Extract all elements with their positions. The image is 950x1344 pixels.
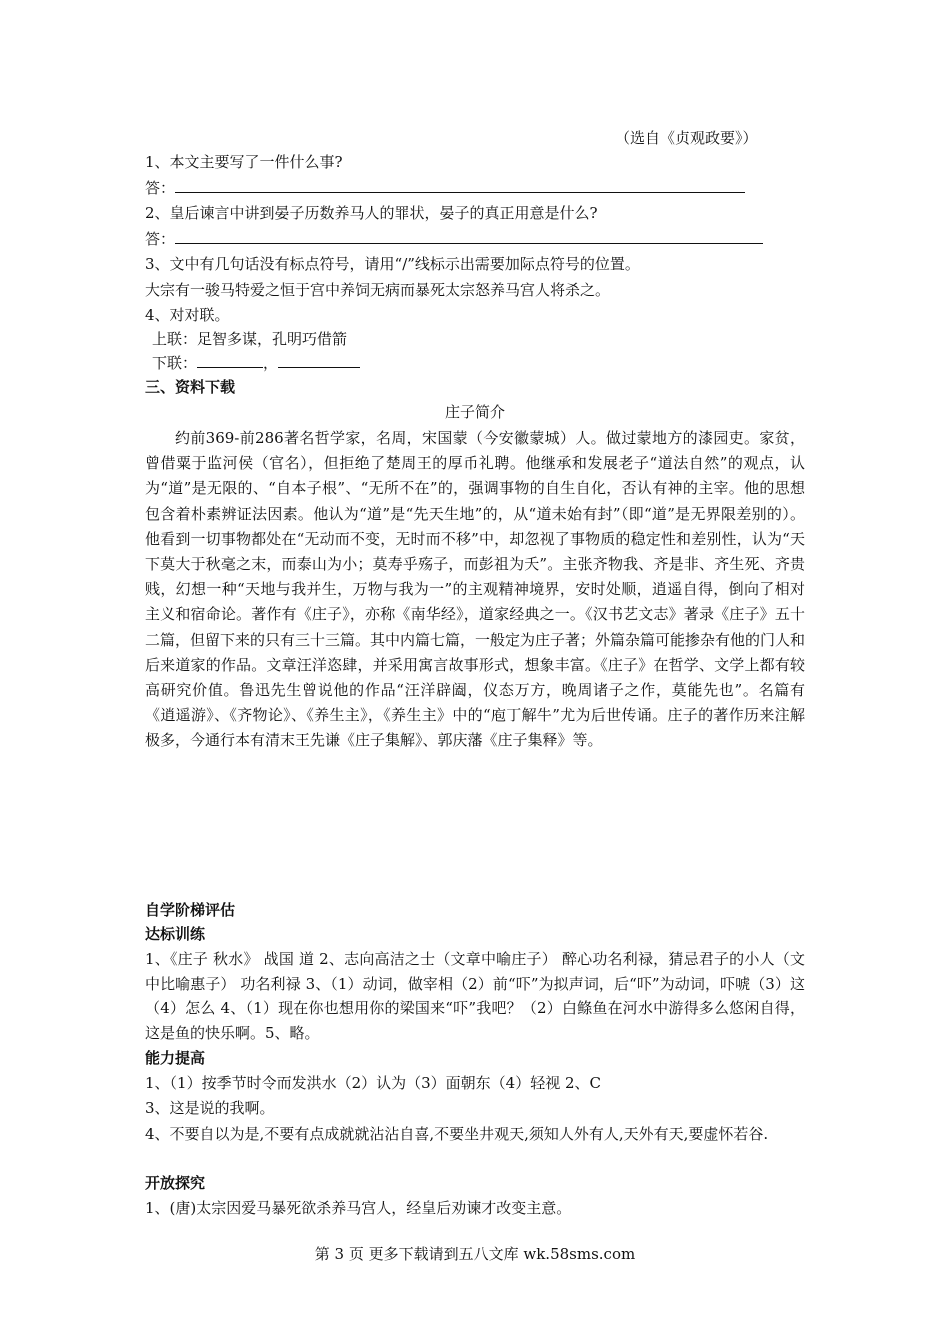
question-3: 3、文中有几句话没有标点符号，请用“/”线标示出需要加际点符号的位置。	[145, 255, 640, 273]
couplet-blank-1[interactable]	[197, 353, 263, 368]
nengli-answer-4-block	[145, 1122, 805, 1147]
dabiao-text: 1、《庄子 秋水》 战国 道 2、志向高洁之士（文章中喻庄子） 醉心功名利禄，猜忌君子的小人（文中比喻惠子） 功名利禄 3、（1）动词，做宰相（2）前“吓”为拟声词，后“吓”为动词，吓唬（3）这（4）怎么 4、（1）现在你也想用你的梁国来“吓”我吧？（2）白鲦鱼在河水中游得多么悠闲自得，这是鱼的快乐啊。5、略。	[145, 950, 805, 1042]
page-footer: 第 3 页 更多下载请到五八文库 wk.58sms.com	[314, 1245, 636, 1263]
nengli-answer-1: 1、（1）按季节时令而发洪水（2）认为（3）面朝东（4）轻视 2、C	[145, 1074, 602, 1092]
couplet-upper: 上联：足智多谋，孔明巧借箭	[152, 330, 348, 348]
question-2: 2、皇后谏言中讲到晏子历数养马人的罪状，晏子的真正用意是什么?	[145, 204, 598, 222]
answer-blank-1[interactable]	[175, 178, 745, 193]
source-note: （选自《贞观政要》）	[615, 129, 758, 147]
answer-line-2	[145, 228, 763, 250]
bio-paragraph	[145, 426, 805, 754]
nengli-answer-4: 4、不要自以为是,不要有点成就就沾沾自喜,不要坐井观天,须知人外有人,天外有天,要虚怀若谷.	[145, 1125, 769, 1143]
eval-title: 自学阶梯评估	[145, 901, 236, 919]
question-3-text: 大宗有一骏马特爱之恒于宫中养饲无病而暴死太宗怒养马宫人将杀之。	[145, 281, 611, 299]
section-nengli-title: 能力提高	[145, 1049, 206, 1067]
couplet-lower	[152, 352, 360, 374]
answer-line-1	[145, 177, 745, 199]
kaifang-answer-1: 1、(唐)太宗因爱马暴死欲杀养马宫人，经皇后劝谏才改变主意。	[145, 1199, 572, 1217]
section-3-title: 三、资料下载	[145, 378, 236, 396]
question-4: 4、对对联。	[145, 306, 230, 324]
answer-label: 答：	[145, 230, 176, 248]
section-kaifang-title: 开放探究	[145, 1174, 206, 1192]
bio-text: 约前369-前286著名哲学家，名周，宋国蒙（今安徽蒙城）人。做过蒙地方的漆园吏。家贫，曾借粟于监河侯（官名），但拒绝了楚周王的厚币礼聘。他继承和发展老子“道法自然”的观点，认为“道”是无限的、“自本子根”、“无所不在”的，强调事物的自生自化，否认有神的主宰。他的思想包含着朴素辨证法因素。他认为“道”是“先天生地”的，从“道未始有封”（即“道”是无界限差别的）。他看到一切事物都处在“无动而不变，无时而不移”中，却忽视了事物质的稳定性和差别性，认为“天下莫大于秋毫之末，而泰山为小；莫寿乎殇子，而彭祖为夭”。主张齐物我、齐是非、齐生死、齐贵贱，幻想一种“天地与我并生，万物与我为一”的主观精神境界，安时处顺，逍遥自得，倒向了相对主义和宿命论。著作有《庄子》，亦称《南华经》，道家经典之一。《汉书艺文志》著录《庄子》五十二篇，但留下来的只有三十三篇。其中内篇七篇，一般定为庄子著；外篇杂篇可能掺杂有他的门人和后来道家的作品。文章汪洋恣肆，并采用寓言故事形式，想象丰富。《庄子》在哲学、文学上都有较高研究价值。鲁迅先生曾说他的作品“汪洋辟阖，仪态万方，晚周诸子之作，莫能先也”。名篇有《逍遥游》、《齐物论》、《养生主》，《养生主》中的“庖丁解牛”尤为后世传诵。庄子的著作历来注解极多，今通行本有清末王先谦《庄子集解》、郭庆藩《庄子集释》等。	[145, 429, 806, 750]
answer-label: 答：	[145, 179, 176, 197]
bio-title: 庄子简介	[444, 403, 505, 421]
nengli-answer-3: 3、这是说的我啊。	[145, 1099, 275, 1117]
question-1: 1、本文主要写了一件什么事?	[145, 153, 343, 171]
couplet-lower-label: 下联：	[152, 354, 198, 372]
section-dabiao-title: 达标训练	[145, 925, 206, 943]
couplet-blank-2[interactable]	[278, 353, 360, 368]
dabiao-answers	[145, 947, 805, 1045]
answer-blank-2[interactable]	[175, 229, 763, 244]
couplet-comma: ，	[263, 354, 279, 372]
